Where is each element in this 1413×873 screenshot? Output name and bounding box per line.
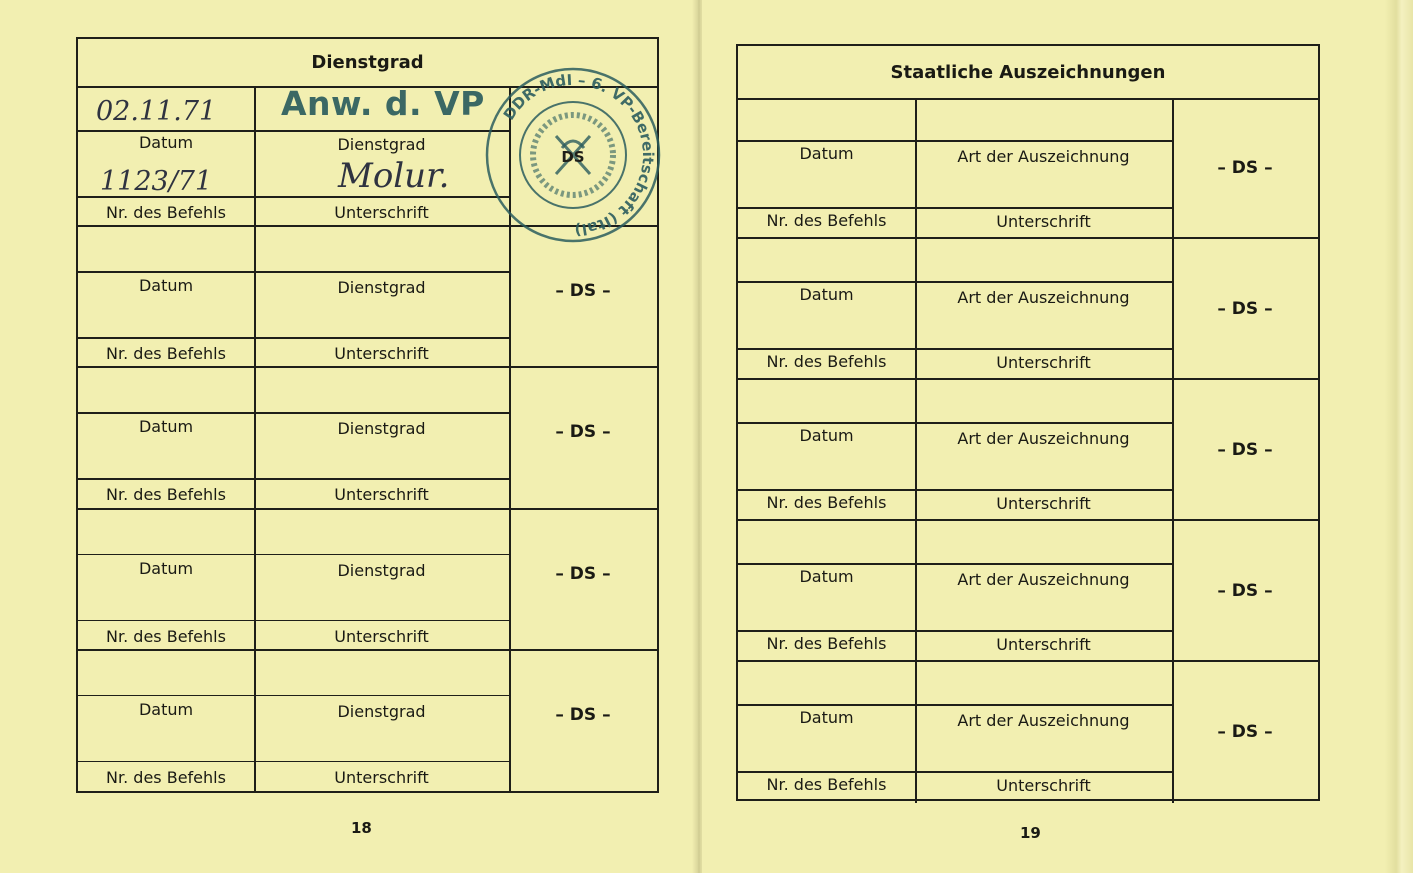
page-number-left: 18 xyxy=(351,819,372,837)
label-art-auszeichnung: Art der Auszeichnung xyxy=(957,288,1130,307)
row-line xyxy=(78,130,509,132)
rank-entry-block xyxy=(78,651,657,792)
label-datum: Datum xyxy=(799,144,854,163)
label-nr-befehls: Nr. des Befehls xyxy=(106,203,226,222)
label-datum: Datum xyxy=(799,567,854,586)
ds-mark: – DS – xyxy=(555,422,611,443)
award-entry-block xyxy=(738,521,1318,662)
label-nr-befehls: Nr. des Befehls xyxy=(766,775,887,794)
ds-mark: – DS – xyxy=(1217,722,1273,742)
label-unterschrift: Unterschrift xyxy=(334,485,429,505)
page-edge xyxy=(1385,0,1413,873)
awards-table xyxy=(736,44,1320,801)
label-nr-befehls: Nr. des Befehls xyxy=(106,344,226,364)
label-datum: Datum xyxy=(799,708,854,727)
label-datum: Datum xyxy=(138,417,194,437)
rank-entry-block xyxy=(78,368,657,509)
label-unterschrift: Unterschrift xyxy=(334,767,429,787)
row-line xyxy=(738,348,1172,350)
label-datum: Datum xyxy=(138,558,194,578)
label-datum: Datum xyxy=(138,699,194,719)
official-seal xyxy=(482,64,664,246)
label-unterschrift: Unterschrift xyxy=(334,203,429,222)
row-line xyxy=(738,422,1172,424)
award-entry-block xyxy=(738,380,1318,521)
row-line xyxy=(78,271,509,273)
seal-ring-text: DDR-MdI – 6. VP-Bereitschaft (Ital) xyxy=(499,70,658,240)
award-entry-block xyxy=(738,98,1318,239)
ds-mark: – DS – xyxy=(1217,299,1273,319)
label-datum: Datum xyxy=(138,276,194,296)
row-line xyxy=(738,704,1172,706)
row-line xyxy=(738,771,1172,773)
label-unterschrift: Unterschrift xyxy=(996,776,1091,795)
ds-mark: – DS – xyxy=(555,563,611,584)
label-art-auszeichnung: Art der Auszeichnung xyxy=(957,711,1130,730)
row-line xyxy=(738,630,1172,632)
label-nr-befehls: Nr. des Befehls xyxy=(106,485,226,505)
label-unterschrift: Unterschrift xyxy=(334,344,429,364)
label-nr-befehls: Nr. des Befehls xyxy=(106,767,226,787)
rank-stamp: Anw. d. VP xyxy=(281,84,485,123)
row-line xyxy=(78,761,509,763)
label-unterschrift: Unterschrift xyxy=(996,212,1091,231)
row-line xyxy=(738,281,1172,283)
row-line xyxy=(78,695,509,697)
seal-center-text: DS xyxy=(561,148,585,166)
row-line xyxy=(78,554,509,556)
ds-mark: – DS – xyxy=(1217,158,1273,178)
label-art-auszeichnung: Art der Auszeichnung xyxy=(957,147,1130,166)
handwritten-order-number: 1123/71 xyxy=(100,166,213,197)
row-line xyxy=(738,140,1172,142)
label-unterschrift: Unterschrift xyxy=(996,494,1091,513)
label-unterschrift: Unterschrift xyxy=(334,626,429,646)
row-line xyxy=(78,478,509,480)
row-line xyxy=(78,620,509,622)
label-nr-befehls: Nr. des Befehls xyxy=(766,211,887,230)
row-line xyxy=(78,337,509,339)
handwritten-signature: Molur. xyxy=(338,156,450,196)
rank-table-title: Dienstgrad xyxy=(78,39,657,88)
awards-table-title: Staatliche Auszeichnungen xyxy=(738,46,1318,100)
award-entry-block xyxy=(738,239,1318,380)
label-dienstgrad: Dienstgrad xyxy=(337,419,426,439)
label-unterschrift: Unterschrift xyxy=(996,353,1091,372)
label-art-auszeichnung: Art der Auszeichnung xyxy=(957,570,1130,589)
ds-mark: – DS – xyxy=(555,281,611,302)
row-line xyxy=(738,563,1172,565)
ds-mark: – DS – xyxy=(1217,581,1273,601)
label-dienstgrad: Dienstgrad xyxy=(337,278,426,298)
right-page xyxy=(702,0,1413,873)
rank-entry-block xyxy=(78,227,657,368)
label-nr-befehls: Nr. des Befehls xyxy=(766,634,887,653)
award-entry-block xyxy=(738,662,1318,803)
label-nr-befehls: Nr. des Befehls xyxy=(106,626,226,646)
page-number-right: 19 xyxy=(1020,824,1041,842)
label-dienstgrad: Dienstgrad xyxy=(337,135,426,154)
rank-entry-block xyxy=(78,510,657,651)
label-nr-befehls: Nr. des Befehls xyxy=(766,352,887,371)
row-line xyxy=(78,412,509,414)
label-dienstgrad: Dienstgrad xyxy=(337,560,426,580)
ds-mark: – DS – xyxy=(555,704,611,725)
ds-mark: – DS – xyxy=(1217,440,1273,460)
label-dienstgrad: Dienstgrad xyxy=(337,701,426,721)
label-datum: Datum xyxy=(138,133,194,152)
row-line xyxy=(738,489,1172,491)
row-line xyxy=(738,207,1172,209)
label-unterschrift: Unterschrift xyxy=(996,635,1091,654)
label-datum: Datum xyxy=(799,285,854,304)
handwritten-date: 02.11.71 xyxy=(96,96,217,127)
label-datum: Datum xyxy=(799,426,854,445)
label-nr-befehls: Nr. des Befehls xyxy=(766,493,887,512)
label-art-auszeichnung: Art der Auszeichnung xyxy=(957,429,1130,448)
